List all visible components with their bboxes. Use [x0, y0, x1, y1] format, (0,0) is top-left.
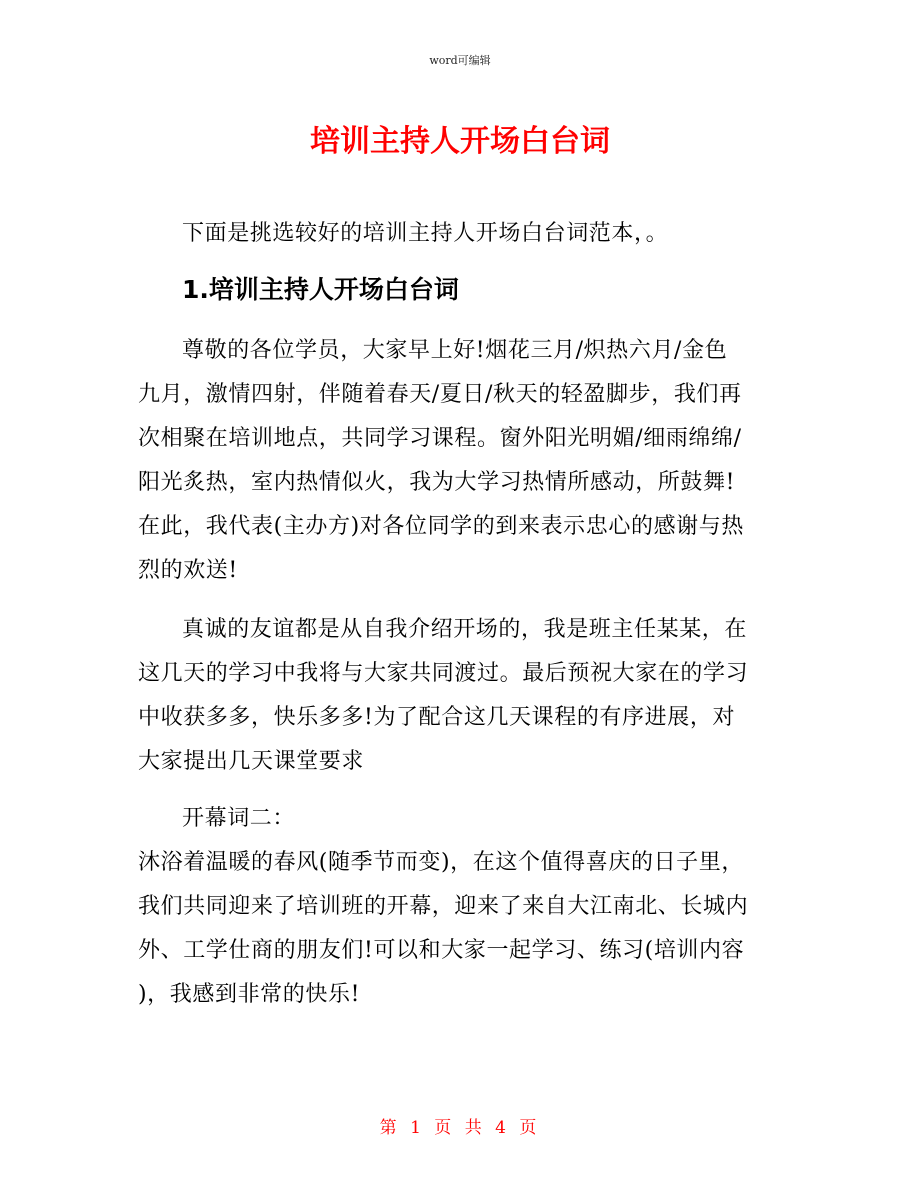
- paragraph-line: 次相聚在培训地点，共同学习课程。窗外阳光明媚/细雨绵绵/: [138, 426, 742, 451]
- paragraph-line: 大家提出几天课堂要求: [138, 749, 365, 774]
- paragraph-line: 外、工学仕商的朋友们!可以和大家一起学习、练习(培训内容: [138, 938, 745, 963]
- page-footer: 第 1 页 共 4 页: [379, 1118, 541, 1138]
- paragraph-line: 在此，我代表(主办方)对各位同学的到来表示忠心的感谢与热: [138, 514, 744, 539]
- paragraph-line: 九月，激情四射，伴随着春天/夏日/秋天的轻盈脚步，我们再: [138, 382, 742, 407]
- paragraph-line: 这几天的学习中我将与大家共同渡过。最后预祝大家在的学习: [138, 661, 749, 686]
- subheading: 开幕词二：: [182, 806, 296, 831]
- paragraph-line: )，我感到非常的快乐!: [138, 982, 361, 1007]
- section-heading: 1.培训主持人开场白台词: [182, 275, 459, 304]
- paragraph-line: 阳光炙热，室内热情似火，我为大学习热情所感动，所鼓舞!: [138, 470, 736, 495]
- paragraph-line: 烈的欢送!: [138, 558, 238, 583]
- paragraph-line: 我们共同迎来了培训班的开幕，迎来了来自大江南北、长城内: [138, 894, 749, 919]
- paragraph-line: 沐浴着温暖的春风(随季节而变)，在这个值得喜庆的日子里，: [138, 850, 744, 875]
- header-note: word可编辑: [429, 54, 491, 67]
- document-title: 培训主持人开场白台词: [310, 124, 610, 159]
- paragraph-line: 中收获多多，快乐多多!为了配合这几天课程的有序进展，对: [138, 705, 736, 730]
- intro-text: 下面是挑选较好的培训主持人开场白台词范本，。: [182, 221, 669, 246]
- paragraph-line: 尊敬的各位学员，大家早上好!烟花三月/炽热六月/金色: [182, 338, 728, 363]
- paragraph-line: 真诚的友谊都是从自我介绍开场的，我是班主任某某，在: [182, 617, 748, 642]
